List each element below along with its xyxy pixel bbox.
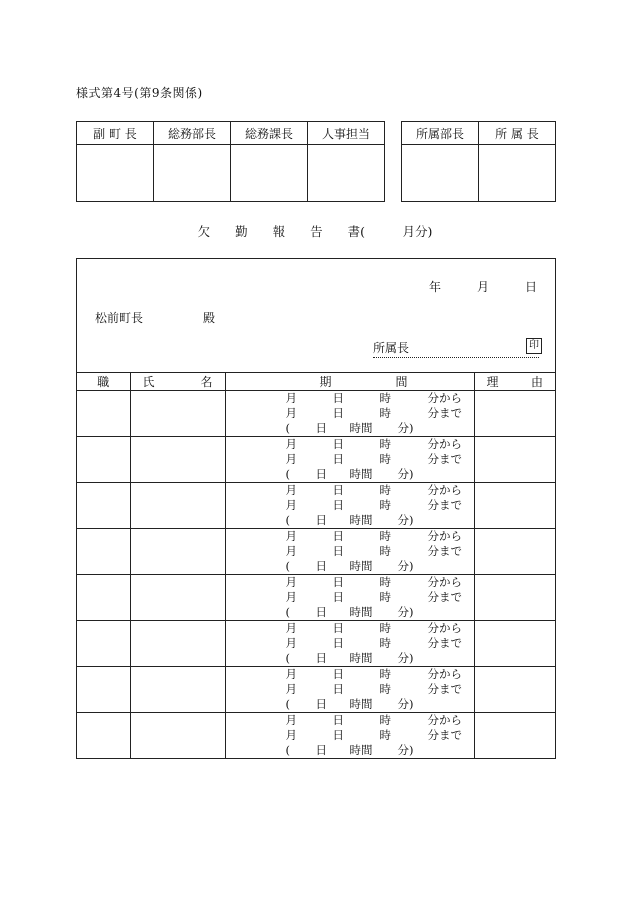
period-cell[interactable] [225, 437, 474, 483]
table-row [77, 575, 555, 621]
period-to-line: 月 日 時 分まで [285, 636, 462, 650]
period-total-line: ( 日 時間 分) [285, 421, 414, 435]
period-total-line: ( 日 時間 分) [285, 513, 414, 527]
name-cell[interactable] [130, 621, 225, 667]
approval-header: 総務課長 [231, 122, 308, 145]
period-total-line: ( 日 時間 分) [285, 651, 414, 665]
name-cell[interactable] [130, 437, 225, 483]
column-header-name: 氏 名 [130, 373, 225, 391]
approval-header: 総務部長 [154, 122, 231, 145]
period-total-line: ( 日 時間 分) [285, 559, 414, 573]
name-cell[interactable] [130, 713, 225, 759]
period-cell[interactable] [225, 575, 474, 621]
stamp-cell[interactable] [154, 145, 231, 202]
table-row [77, 667, 555, 713]
stamp-cell[interactable] [479, 145, 556, 202]
position-cell[interactable] [77, 667, 130, 713]
approval-header: 副 町 長 [77, 122, 154, 145]
document-title: 欠 勤 報 告 書( 月分) [197, 224, 433, 239]
table-row [77, 391, 555, 437]
reason-cell[interactable] [474, 713, 555, 759]
reason-cell[interactable] [474, 437, 555, 483]
reason-cell[interactable] [474, 621, 555, 667]
column-header-reason: 理 由 [474, 373, 555, 391]
position-cell[interactable] [77, 713, 130, 759]
period-from-line: 月 日 時 分から [285, 667, 462, 681]
period-from-line: 月 日 時 分から [285, 529, 462, 543]
period-cell[interactable] [225, 391, 474, 437]
column-header-position: 職 [77, 373, 130, 391]
seal-icon: 印 [526, 338, 542, 354]
period-from-line: 月 日 時 分から [285, 575, 462, 589]
period-total-line: ( 日 時間 分) [285, 743, 414, 757]
period-to-line: 月 日 時 分まで [285, 682, 462, 696]
approval-header: 人事担当 [308, 122, 385, 145]
stamp-cell[interactable] [77, 145, 154, 202]
table-row [77, 713, 555, 759]
dept-head-label: 所属長 [373, 341, 410, 355]
position-cell[interactable] [77, 391, 130, 437]
period-from-line: 月 日 時 分から [285, 713, 462, 727]
position-cell[interactable] [77, 621, 130, 667]
reason-cell[interactable] [474, 667, 555, 713]
table-row [77, 621, 555, 667]
table-row [77, 529, 555, 575]
period-total-line: ( 日 時間 分) [285, 697, 414, 711]
column-header-period: 期 間 [225, 373, 474, 391]
addressee: 松前町長 殿 [95, 311, 216, 325]
period-from-line: 月 日 時 分から [285, 621, 462, 635]
stamp-cell[interactable] [402, 145, 479, 202]
period-to-line: 月 日 時 分まで [285, 498, 462, 512]
date-field[interactable]: 年 月 日 [428, 280, 537, 294]
absence-report-form [76, 258, 556, 759]
dept-head-signature-line[interactable] [373, 339, 539, 358]
period-to-line: 月 日 時 分まで [285, 728, 462, 742]
name-cell[interactable] [130, 529, 225, 575]
table-row [77, 483, 555, 529]
stamp-cell[interactable] [231, 145, 308, 202]
period-from-line: 月 日 時 分から [285, 391, 462, 405]
form-number: 様式第4号(第9条関係) [76, 86, 203, 100]
reason-cell[interactable] [474, 391, 555, 437]
reason-cell[interactable] [474, 529, 555, 575]
name-cell[interactable] [130, 483, 225, 529]
name-cell[interactable] [130, 667, 225, 713]
position-cell[interactable] [77, 437, 130, 483]
period-cell[interactable] [225, 667, 474, 713]
approval-header: 所属部長 [402, 122, 479, 145]
period-to-line: 月 日 時 分まで [285, 452, 462, 466]
period-total-line: ( 日 時間 分) [285, 467, 414, 481]
approval-stamp-table-left [76, 121, 385, 202]
table-row [77, 437, 555, 483]
name-cell[interactable] [130, 391, 225, 437]
name-cell[interactable] [130, 575, 225, 621]
absence-table [77, 373, 555, 758]
period-cell[interactable] [225, 529, 474, 575]
period-cell[interactable] [225, 621, 474, 667]
position-cell[interactable] [77, 529, 130, 575]
stamp-cell[interactable] [308, 145, 385, 202]
report-header [77, 259, 555, 373]
period-from-line: 月 日 時 分から [285, 483, 462, 497]
period-to-line: 月 日 時 分まで [285, 544, 462, 558]
reason-cell[interactable] [474, 575, 555, 621]
reason-cell[interactable] [474, 483, 555, 529]
period-to-line: 月 日 時 分まで [285, 590, 462, 604]
period-cell[interactable] [225, 713, 474, 759]
approval-stamp-table-right [401, 121, 556, 202]
position-cell[interactable] [77, 483, 130, 529]
period-from-line: 月 日 時 分から [285, 437, 462, 451]
position-cell[interactable] [77, 575, 130, 621]
period-cell[interactable] [225, 483, 474, 529]
period-to-line: 月 日 時 分まで [285, 406, 462, 420]
period-total-line: ( 日 時間 分) [285, 605, 414, 619]
approval-header: 所 属 長 [479, 122, 556, 145]
